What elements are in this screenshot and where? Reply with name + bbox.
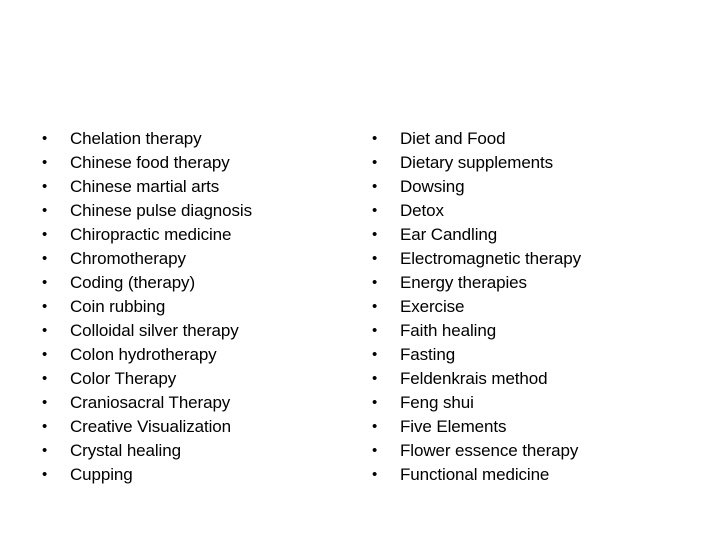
- bullet-icon: •: [372, 178, 378, 195]
- list-item: [372, 175, 712, 199]
- bullet-icon: •: [372, 370, 378, 387]
- list-item: [42, 295, 342, 319]
- list-item-label: Ear Candling: [400, 225, 498, 244]
- list-item: [42, 247, 342, 271]
- list-item-label: Feng shui: [400, 393, 474, 412]
- bullet-icon: •: [372, 226, 378, 243]
- list-item-label: Fasting: [400, 345, 456, 364]
- bullet-icon: •: [42, 370, 48, 387]
- list-item: [372, 343, 712, 367]
- bullet-icon: •: [42, 130, 48, 147]
- bullet-icon: •: [42, 322, 48, 339]
- bullet-icon: •: [372, 394, 378, 411]
- list-item-label: Diet and Food: [400, 129, 506, 148]
- list-item-label: Feldenkrais method: [400, 369, 548, 388]
- list-item-label: Colon hydrotherapy: [70, 345, 217, 364]
- bullet-icon: •: [42, 394, 48, 411]
- list-item-label: Chelation therapy: [70, 129, 202, 148]
- bullet-icon: •: [42, 466, 48, 483]
- list-item: [372, 127, 712, 151]
- list-item: [42, 151, 342, 175]
- list-item: [42, 391, 342, 415]
- bullet-list-right: [372, 127, 712, 487]
- bullet-icon: •: [372, 418, 378, 435]
- list-item: [42, 415, 342, 439]
- list-item: [372, 367, 712, 391]
- list-item: [372, 319, 712, 343]
- list-item: [42, 343, 342, 367]
- bullet-icon: •: [372, 442, 378, 459]
- list-item-label: Colloidal silver therapy: [70, 321, 239, 340]
- list-item-label: Color Therapy: [70, 369, 177, 388]
- list-item-label: Craniosacral Therapy: [70, 393, 231, 412]
- list-item-label: Chinese food therapy: [70, 153, 230, 172]
- list-item-label: Five Elements: [400, 417, 507, 436]
- list-item: [42, 367, 342, 391]
- bullet-icon: •: [42, 250, 48, 267]
- list-item-label: Coding (therapy): [70, 273, 196, 292]
- list-item: [42, 463, 342, 487]
- list-item: [372, 151, 712, 175]
- list-item: [42, 319, 342, 343]
- list-item: [42, 223, 342, 247]
- list-item-label: Detox: [400, 201, 444, 220]
- list-item: [42, 127, 342, 151]
- list-item: [372, 223, 712, 247]
- bullet-icon: •: [42, 418, 48, 435]
- list-item-label: Flower essence therapy: [400, 441, 579, 460]
- list-item: [42, 271, 342, 295]
- list-item-label: Chromotherapy: [70, 249, 186, 268]
- bullet-icon: •: [372, 346, 378, 363]
- bullet-icon: •: [372, 154, 378, 171]
- list-item: [42, 175, 342, 199]
- bullet-icon: •: [42, 154, 48, 171]
- list-item-label: Exercise: [400, 297, 465, 316]
- list-item-label: Coin rubbing: [70, 297, 166, 316]
- list-item-label: Functional medicine: [400, 465, 550, 484]
- bullet-icon: •: [42, 298, 48, 315]
- list-item: [372, 439, 712, 463]
- bullet-icon: •: [372, 274, 378, 291]
- list-item: [42, 439, 342, 463]
- bullet-icon: •: [372, 202, 378, 219]
- list-item: [372, 271, 712, 295]
- bullet-icon: •: [372, 466, 378, 483]
- bullet-list-left: [42, 127, 342, 487]
- bullet-icon: •: [42, 346, 48, 363]
- list-item-label: Electromagnetic therapy: [400, 249, 582, 268]
- list-item: [372, 295, 712, 319]
- bullet-icon: •: [372, 322, 378, 339]
- list-item-label: Chinese pulse diagnosis: [70, 201, 252, 220]
- bullet-icon: •: [372, 298, 378, 315]
- list-item: [372, 463, 712, 487]
- bullet-icon: •: [42, 442, 48, 459]
- list-item-label: Dietary supplements: [400, 153, 554, 172]
- list-item-label: Cupping: [70, 465, 133, 484]
- list-item-label: Creative Visualization: [70, 417, 231, 436]
- list-item-label: Faith healing: [400, 321, 497, 340]
- bullet-icon: •: [42, 178, 48, 195]
- bullet-icon: •: [42, 226, 48, 243]
- list-item-label: Crystal healing: [70, 441, 181, 460]
- list-item: [372, 199, 712, 223]
- list-item: [372, 247, 712, 271]
- list-item: [42, 199, 342, 223]
- list-item-label: Chinese martial arts: [70, 177, 220, 196]
- bullet-icon: •: [372, 130, 378, 147]
- list-item-label: Chiropractic medicine: [70, 225, 232, 244]
- bullet-icon: •: [42, 274, 48, 291]
- list-item: [372, 391, 712, 415]
- list-item-label: Energy therapies: [400, 273, 527, 292]
- list-item-label: Dowsing: [400, 177, 465, 196]
- list-item: [372, 415, 712, 439]
- bullet-icon: •: [42, 202, 48, 219]
- bullet-icon: •: [372, 250, 378, 267]
